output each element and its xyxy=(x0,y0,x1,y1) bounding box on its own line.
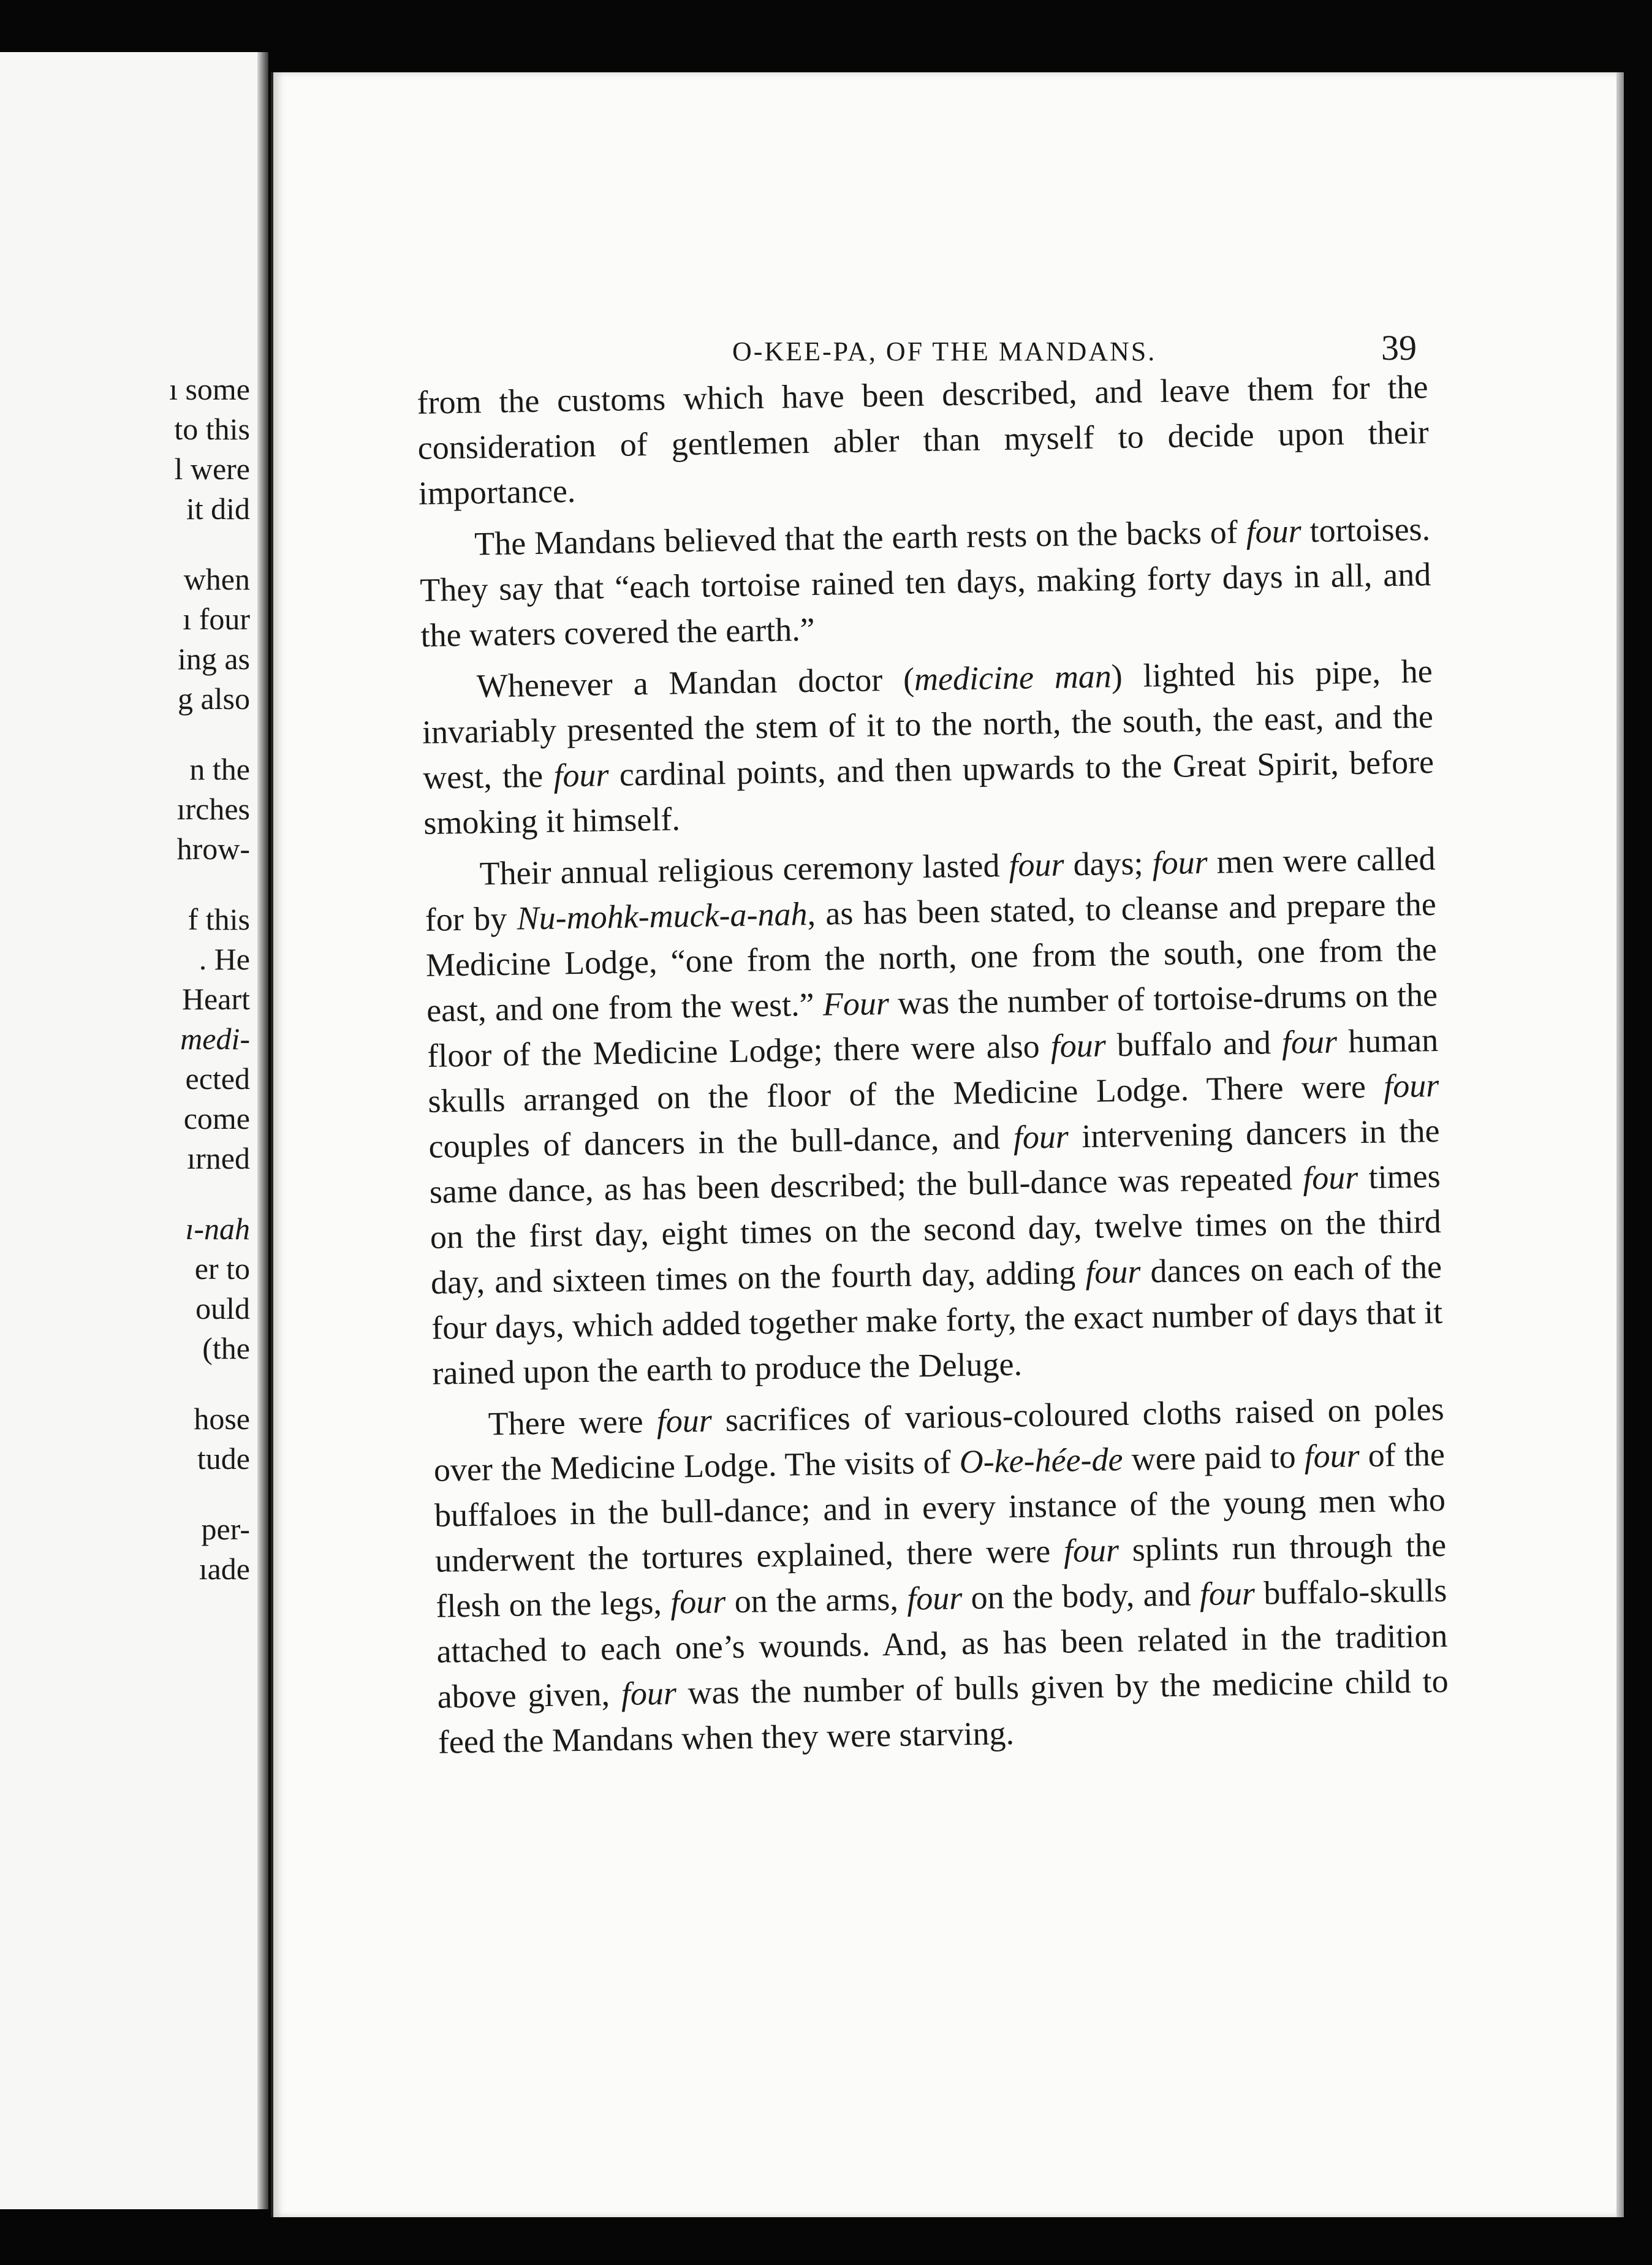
facing-page-line: . He xyxy=(199,942,250,976)
italic-run: four xyxy=(1063,1531,1120,1569)
text-run: There were xyxy=(488,1403,657,1443)
italic-run: four xyxy=(1199,1574,1256,1613)
text-run: days; xyxy=(1064,844,1153,883)
body-text xyxy=(417,364,1449,1771)
text-run: dances on each of the four days, which added together make forty, the exact number of days that it rained upon the earth to produce the Deluge. xyxy=(431,1248,1443,1392)
facing-page-line: l were xyxy=(174,452,250,486)
italic-run: four xyxy=(1009,846,1064,884)
facing-page-line: n the xyxy=(189,752,250,786)
text-run: was the number of bulls given by the medicine child to feed the Mandans when they were starving. xyxy=(438,1662,1449,1761)
text-run: on the arms, xyxy=(725,1580,907,1620)
facing-page-line: ırned xyxy=(187,1141,250,1175)
text-run: times on the first day, eight times on the second day, twelve times on the third day, and sixteen times on the fourth day, adding xyxy=(430,1157,1442,1301)
paragraph xyxy=(421,648,1434,846)
italic-run: four xyxy=(1050,1026,1107,1064)
text-run: couples of dancers in the bull-dance, and xyxy=(428,1118,1014,1165)
gutter-shadow xyxy=(257,52,268,2209)
facing-page-line: (the xyxy=(202,1331,250,1365)
text-run: splints run through the flesh on the legs, xyxy=(435,1526,1447,1625)
text-run: men were called for by xyxy=(425,840,1436,938)
facing-page-line: it did xyxy=(186,491,250,526)
italic-run: O-ke-hée-de xyxy=(959,1441,1123,1481)
facing-page-line: ı-nah xyxy=(185,1212,250,1246)
paragraph xyxy=(419,506,1432,658)
page-number: 39 xyxy=(1381,328,1417,368)
text-run: human skulls arranged on the floor of the Medicine Lodge. There were xyxy=(428,1021,1439,1120)
italic-run: four xyxy=(621,1674,677,1713)
facing-page-line: ıade xyxy=(199,1552,250,1586)
facing-page-line: to this xyxy=(174,412,250,446)
italic-run: Nu-mohk-muck-a-nah xyxy=(517,895,808,937)
text-run: were paid to xyxy=(1122,1438,1305,1478)
facing-page-line: ı four xyxy=(183,602,250,636)
italic-run: four xyxy=(906,1579,963,1617)
facing-page-line: hose xyxy=(194,1402,250,1436)
text-run: tortoises. They say that “each tortoise rained ten days, making forty days in all, and the waters covered the earth.” xyxy=(419,510,1431,654)
italic-run: medicine man xyxy=(914,658,1112,698)
paragraph xyxy=(417,364,1430,516)
italic-run: four xyxy=(1013,1118,1069,1156)
facing-page-line: when xyxy=(183,562,250,596)
text-run: from the customs which have been described, and leave them for the consideration of gentlemen abler than myself to decide upon their importance. xyxy=(417,368,1430,512)
italic-run: four xyxy=(1304,1437,1360,1475)
italic-run: Four xyxy=(822,985,890,1023)
facing-page-line: g also xyxy=(177,681,250,716)
text-run: The Mandans believed that the earth rests on the backs of xyxy=(474,513,1247,563)
text-run: Whenever a Mandan doctor ( xyxy=(476,661,915,705)
text-run: of the buffaloes in the bull-dance; and in every instance of the young men who underwent the tortures explained, there were xyxy=(434,1435,1446,1579)
page-edge xyxy=(1616,72,1624,2217)
italic-run: four xyxy=(1383,1066,1439,1105)
facing-page-line: ected xyxy=(185,1061,250,1096)
facing-page-line: er to xyxy=(194,1251,250,1286)
paragraph xyxy=(433,1386,1449,1765)
text-run: , as has been stated, to cleanse and prepare the Medicine Lodge, “one from the north, one from the south, one from the east, and one from the west.” xyxy=(425,885,1438,1029)
facing-page-line: ı some xyxy=(169,372,250,406)
paragraph xyxy=(424,836,1444,1396)
text-run: Their annual religious ceremony lasted xyxy=(479,846,1009,892)
italic-run: four xyxy=(1085,1253,1141,1291)
facing-page-line: ould xyxy=(195,1291,250,1326)
text-run: was the number of tortoise-drums on the floor of the Medicine Lodge; there were also xyxy=(426,976,1438,1074)
text-run: on the body, and xyxy=(961,1576,1200,1617)
running-head: O-KEE-PA, OF THE MANDANS. xyxy=(732,336,1157,366)
text-run: intervening dancers in the same dance, as has been described; the bull-dance was repeated xyxy=(429,1112,1440,1210)
facing-page-line: hrow- xyxy=(176,832,250,866)
text-run: ) lighted his pipe, he invariably presented the stem of it to the north, the south, the east, and the west, the xyxy=(422,653,1434,796)
text-run: cardinal points, and then upwards to the Great Spirit, before smoking it himself. xyxy=(423,743,1434,841)
facing-page-line: medi- xyxy=(180,1022,250,1056)
facing-page-line: f this xyxy=(188,902,250,936)
italic-run: four xyxy=(670,1583,726,1621)
facing-page-line: tude xyxy=(197,1441,250,1476)
text-run: sacrifices of various-coloured cloths raised on poles over the Medicine Lodge. The visits of xyxy=(433,1390,1445,1489)
facing-page-line: per- xyxy=(201,1512,250,1546)
italic-run: four xyxy=(1246,512,1302,550)
facing-page-left xyxy=(0,52,268,2209)
italic-run: four xyxy=(553,756,609,794)
text-run: buffalo and xyxy=(1105,1023,1283,1064)
facing-page-line: ırches xyxy=(176,792,250,826)
facing-page-line: Heart xyxy=(181,982,250,1016)
italic-run: four xyxy=(656,1402,713,1440)
italic-run: four xyxy=(1281,1023,1338,1061)
italic-run: four xyxy=(1152,843,1208,882)
facing-page-line: come xyxy=(183,1101,250,1136)
text-run: buffalo-skulls attached to each one’s wounds. And, as has been related in the tradition above given, xyxy=(436,1571,1448,1715)
italic-run: four xyxy=(1302,1159,1358,1197)
facing-page-line: ing as xyxy=(177,642,250,676)
